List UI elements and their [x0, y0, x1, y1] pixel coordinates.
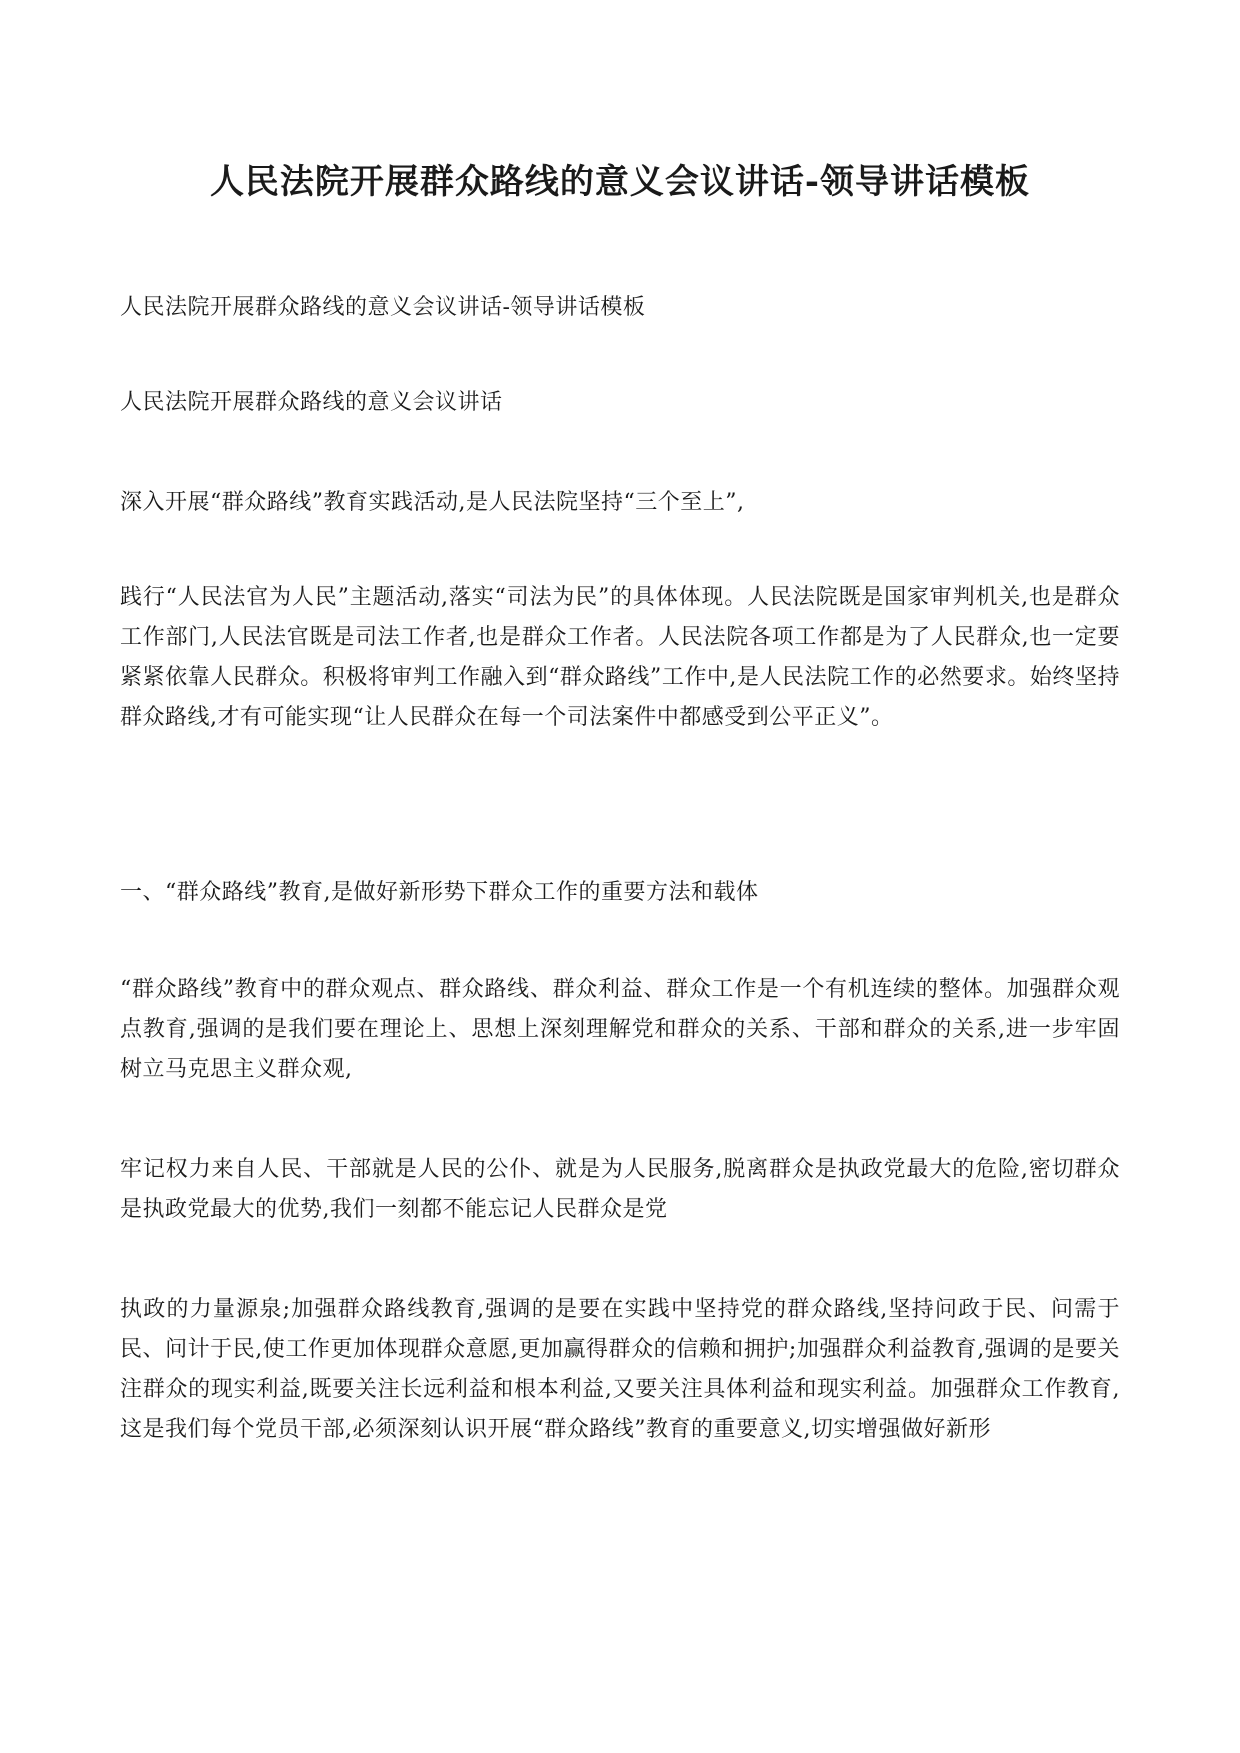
paragraph-body-1: 践行“人民法官为人民”主题活动,落实“司法为民”的具体体现。人民法院既是国家审判机关,也是群众工作部门,人民法官既是司法工作者,也是群众工作者。人民法院各项工作都是为了人民群众,也一定要紧紧依靠人民群众。积极将审判工作融入到“群众路线”工作中,是人民法院工作的必然要求。始终坚持群众路线,才有可能实现“让人民群众在每一个司法案件中都感受到公平正义”。: [120, 585, 1120, 730]
paragraph-subtitle: 人民法院开展群众路线的意义会议讲话: [120, 390, 503, 415]
paragraph-intro: 深入开展“群众路线”教育实践活动,是人民法院坚持“三个至上”,: [120, 490, 745, 515]
paragraph-body-2: “群众路线”教育中的群众观点、群众路线、群众利益、群众工作是一个有机连续的整体。加强群众观点教育,强调的是我们要在理论上、思想上深刻理解党和群众的关系、干部和群众的关系,进一步牢固树立马克思主义群众观,: [120, 977, 1120, 1082]
paragraph-body-4: 执政的力量源泉;加强群众路线教育,强调的是要在实践中坚持党的群众路线,坚持问政于民、问需于民、问计于民,使工作更加体现群众意愿,更加赢得群众的信赖和拥护;加强群众利益教育,强调的是要关注群众的现实利益,既要关注长远利益和根本利益,又要关注具体利益和现实利益。加强群众工作教育,这是我们每个党员干部,必须深刻认识开展“群众路线”教育的重要意义,切实增强做好新形: [120, 1297, 1120, 1442]
document-title: 人民法院开展群众路线的意义会议讲话-领导讲话模板: [209, 162, 1031, 202]
paragraph-body-3: 牢记权力来自人民、干部就是人民的公仆、就是为人民服务,脱离群众是执政党最大的危险,密切群众是执政党最大的优势,我们一刻都不能忘记人民群众是党: [120, 1157, 1120, 1222]
paragraph-subtitle-template: 人民法院开展群众路线的意义会议讲话-领导讲话模板: [120, 295, 646, 320]
section-heading-1: 一、“群众路线”教育,是做好新形势下群众工作的重要方法和载体: [120, 880, 759, 905]
